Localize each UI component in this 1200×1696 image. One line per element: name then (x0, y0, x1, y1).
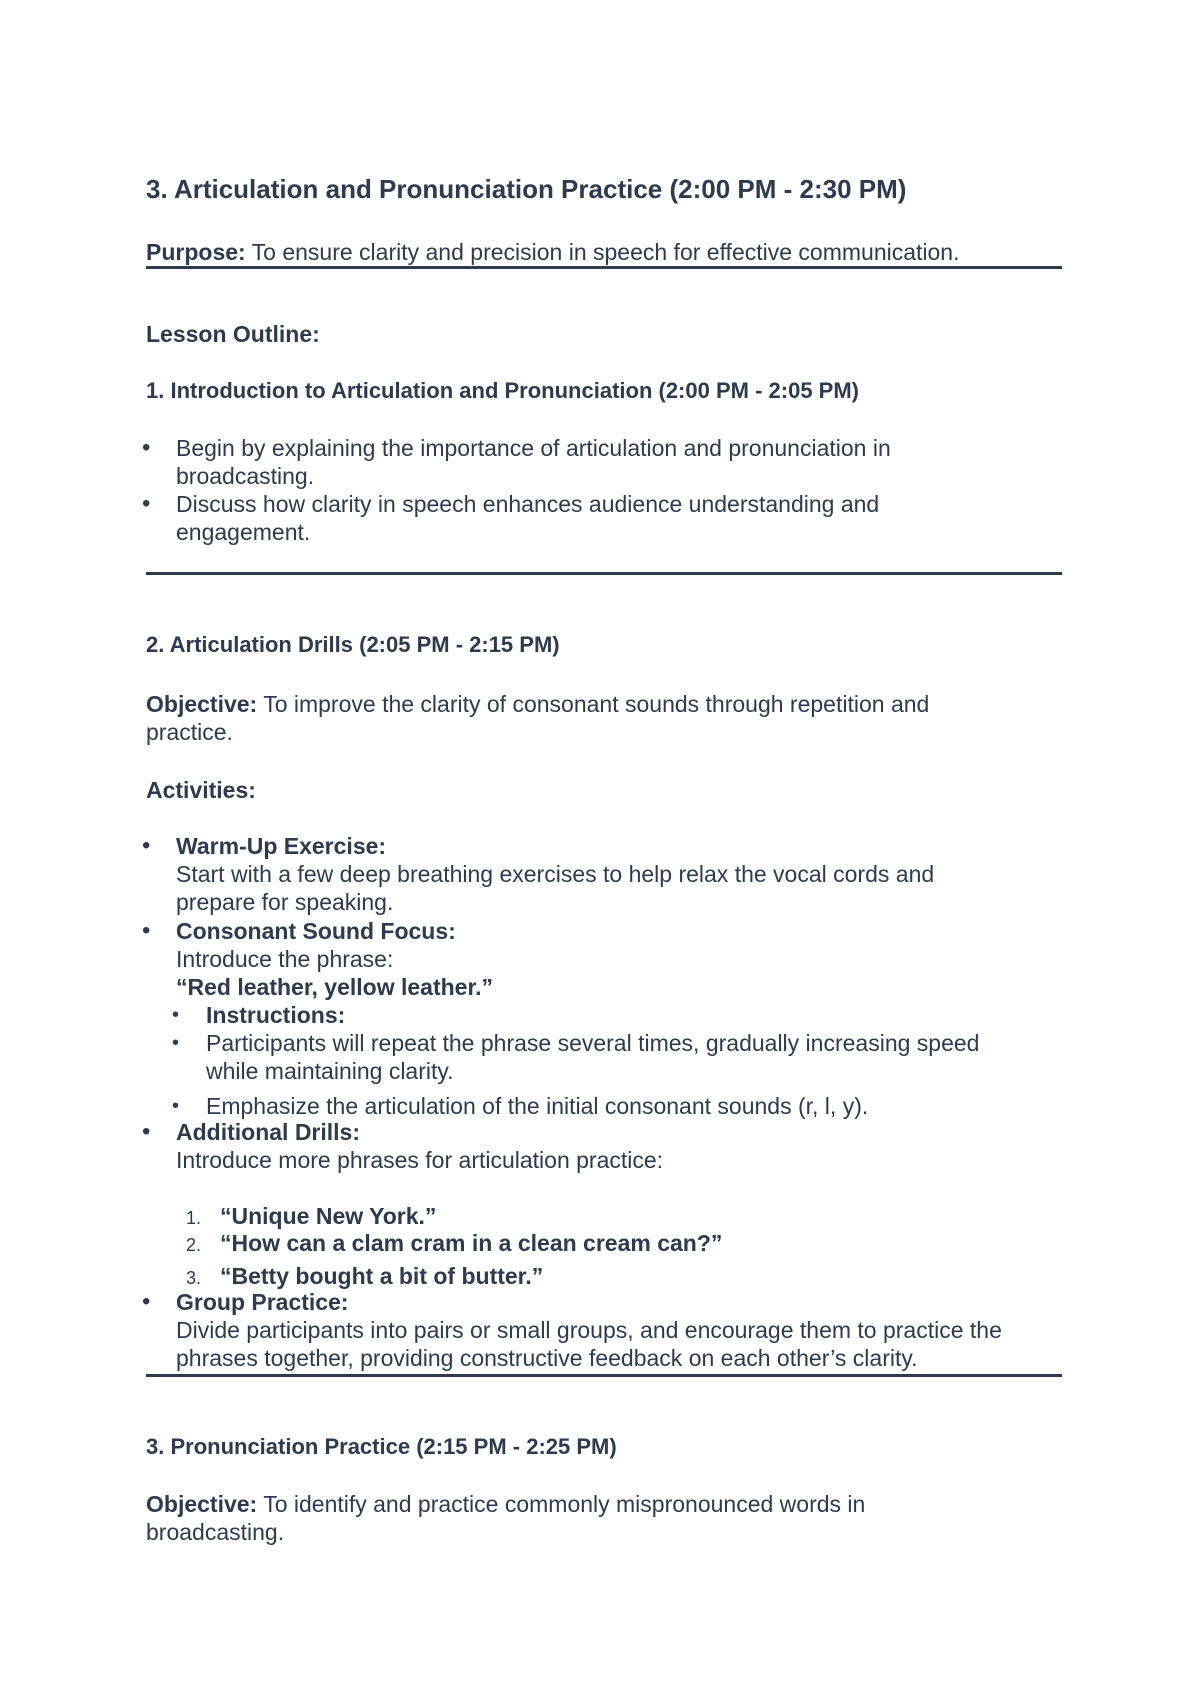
consonant-text: Introduce the phrase: (176, 946, 394, 972)
list-item (142, 434, 1062, 490)
instructions-label: Instructions: (206, 1002, 346, 1028)
item-number: 3. (186, 1268, 202, 1288)
list-item-group (142, 1288, 1062, 1372)
list-item-additional (142, 1118, 1062, 1174)
item-phrase: “Betty bought a bit of butter.” (220, 1263, 544, 1289)
objective-label: Objective: (146, 1491, 258, 1517)
divider-1 (146, 266, 1062, 269)
list-item-consonant (142, 917, 1062, 1001)
additional-text: Introduce more phrases for articulation practice: (176, 1147, 664, 1173)
item-phrase: “Unique New York.” (220, 1203, 437, 1229)
activities-label: Activities: (146, 777, 256, 803)
item-number: 1. (186, 1208, 202, 1228)
list-item-text: Begin by explaining the importance of articulation and pronunciation in broadcasting. (176, 435, 891, 489)
divider-3 (146, 1374, 1062, 1377)
sub-list-text: Emphasize the articulation of the initial consonant sounds (r, l, y). (206, 1093, 869, 1119)
list-item-text: Discuss how clarity in speech enhances audience understanding and engagement. (176, 491, 880, 545)
numbered-item (186, 1202, 436, 1232)
lesson-outline-label: Lesson Outline: (146, 321, 320, 347)
purpose-paragraph (146, 238, 1062, 266)
list-item-warmup (142, 832, 1062, 916)
list-item (142, 490, 1062, 546)
group-label: Group Practice: (176, 1289, 349, 1315)
page-title: 3. Articulation and Pronunciation Practice (2:00 PM - 2:30 PM) (146, 174, 907, 204)
section2-heading: 2. Articulation Drills (2:05 PM - 2:15 PM) (146, 632, 560, 657)
section3-objective (146, 1490, 946, 1546)
warmup-text: Start with a few deep breathing exercises to help relax the vocal cords and prepare for speaking. (176, 861, 935, 915)
bullet-icon: • (142, 1118, 151, 1145)
consonant-phrase: “Red leather, yellow leather.” (176, 974, 494, 1000)
bullet-icon: • (172, 1032, 180, 1054)
sub-list-text: Participants will repeat the phrase several times, gradually increasing speed while maintaining clarity. (206, 1030, 980, 1084)
objective-text: To identify and practice commonly mispronounced words in broadcasting. (146, 1491, 866, 1545)
numbered-item (186, 1229, 722, 1259)
bullet-icon: • (172, 1095, 180, 1117)
warmup-label: Warm-Up Exercise: (176, 833, 387, 859)
item-phrase: “How can a clam cram in a clean cream can?” (220, 1230, 723, 1256)
bullet-icon: • (142, 917, 151, 944)
group-text: Divide participants into pairs or small groups, and encourage them to practice the phrases together, providing constructive feedback on each other’s clarity. (176, 1317, 1002, 1371)
section2-objective (146, 690, 986, 746)
objective-label: Objective: (146, 691, 258, 717)
consonant-label: Consonant Sound Focus: (176, 918, 456, 944)
bullet-icon: • (142, 490, 151, 517)
purpose-label: Purpose: (146, 239, 246, 265)
section3-heading: 3. Pronunciation Practice (2:15 PM - 2:25 PM) (146, 1434, 617, 1459)
sub-list-item (172, 1092, 1062, 1120)
divider-2 (146, 572, 1062, 575)
bullet-icon: • (142, 1288, 151, 1315)
bullet-icon: • (142, 832, 151, 859)
item-number: 2. (186, 1235, 202, 1255)
sub-list-item (172, 1029, 1062, 1085)
additional-label: Additional Drills: (176, 1119, 360, 1145)
purpose-text: To ensure clarity and precision in speech for effective communication. (245, 239, 960, 265)
bullet-icon: • (142, 434, 151, 461)
sub-list-item (172, 1001, 1062, 1029)
section1-heading: 1. Introduction to Articulation and Pronunciation (2:00 PM - 2:05 PM) (146, 378, 859, 403)
bullet-icon: • (172, 1004, 180, 1026)
objective-text: To improve the clarity of consonant sounds through repetition and practice. (146, 691, 930, 745)
